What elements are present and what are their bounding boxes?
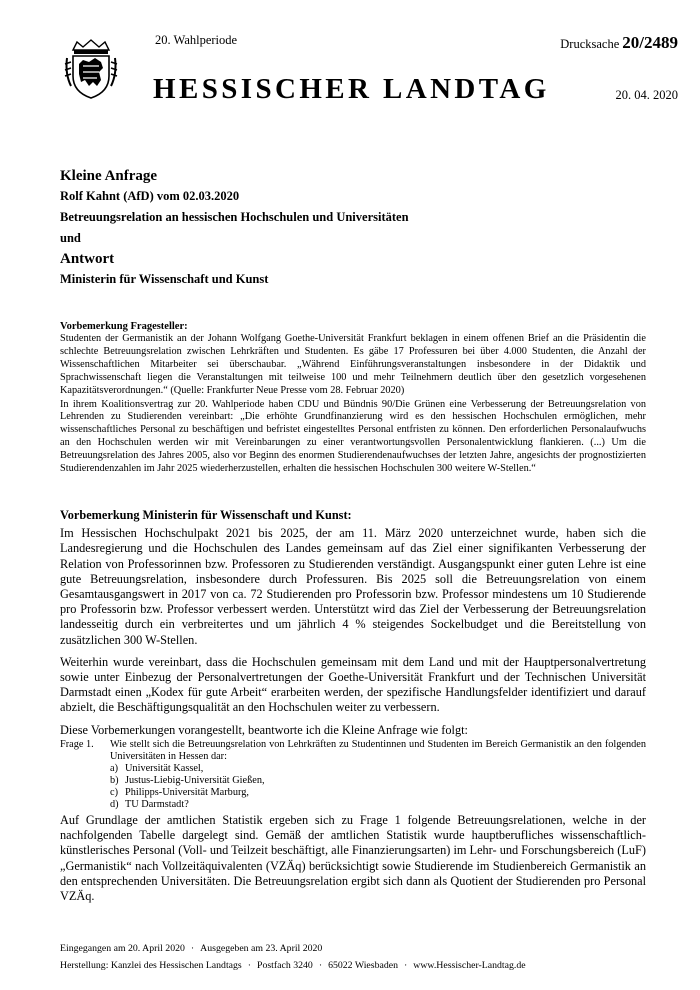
parliament-title: HESSISCHER LANDTAG: [153, 73, 550, 105]
list-item: [110, 775, 646, 787]
subject-line: Betreuungsrelation an hessischen Hochschulen und Universitäten: [60, 210, 409, 224]
website: www.Hessischer-Landtag.de: [413, 960, 526, 971]
issued-date: Ausgegeben am 23. April 2020: [200, 943, 323, 954]
footer-separator: ·: [318, 960, 323, 971]
received-date: Eingegangen am 20. April 2020: [60, 943, 185, 954]
questioner-preface-paragraph: In ihrem Koalitionsvertrag zur 20. Wahlperiode haben CDU und Bündnis 90/Die Grünen eine Verbesserung der Betreuungsrelation von Lehrenden zu Studierenden vereinbart: „Die erhöhte Grundfinanzierung wird es den hessischen Hochschulen ermöglichen, mehr wissenschaftliches Personal zu beschäftigen und befristet eingestelltes Personal entfristen zu können. Den erforderlichen Personalaufwuchs an den Hochschulen werden wir mit Vereinbarungen zu einer verantwortungsvollen Personalentwicklung flankieren. (...) Um die Betreuungsrelation des Jahres 2005, also vor Beginn des enormen Studierendenaufwuchses der letzten Jahre, angesichts der prognostizierten Studierendenzahlen im Jahr 2025 wiederherzustellen, erhalten die hessischen Hochschulen 300 weitere W-Stellen.“: [60, 398, 646, 475]
printed-matter-label: Drucksache: [560, 37, 620, 51]
question-text: Wie stellt sich die Betreuungsrelation von Lehrkräften zu Studentinnen und Studenten im Bereich Germanistik an den folgenden Universitäten in Hessen dar:: [110, 739, 646, 762]
footer-line-dates: [60, 940, 660, 957]
question-1: [60, 739, 646, 811]
list-item: [110, 763, 646, 775]
footer-separator: ·: [190, 943, 195, 954]
postbox: Postfach 3240: [257, 960, 313, 971]
question-label: Frage 1.: [60, 739, 94, 750]
ministry-line: Ministerin für Wissenschaft und Kunst: [60, 272, 269, 286]
ministry-preface-paragraph: Diese Vorbemerkungen vorangestellt, beantworte ich die Kleine Anfrage wie folgt:: [60, 722, 468, 737]
document-type: Kleine Anfrage: [60, 168, 158, 184]
legislative-period: 20. Wahlperiode: [155, 33, 238, 47]
author-line: Rolf Kahnt (AfD) vom 02.03.2020: [60, 189, 240, 203]
footer-separator: ·: [247, 960, 252, 971]
ministry-preface-paragraph: Im Hessischen Hochschulpakt 2021 bis 2025, der am 11. März 2020 unterzeichnet wurde, haben sich die Landesregierung und die Hochschulen des Landes gemeinsam auf das Ziel einer signifikanten Verbesserung der Relation von Professorinnen bzw. Professoren zu Studierenden verständigt. Ausgangspunkt einer guten Lehre ist eine gute Betreuungsrelation, insbesondere durch Professuren. Bis 2025 soll die Betreuungsrelation von einem Gesamtausgangswert in 2017 von ca. 72 Studierenden pro Professorin bzw. Professor mindestens um 10 Studierende pro Professorin bzw. Professor verbessert werden. Unterstützt wird das Ziel der Verbesserung der Betreuungsrelation landesseitig durch ein verbreitertes und um jährlich 4 % steigendes Sockelbudget und die Bereitstellung von zusätzlichen 300 W-Stellen.: [60, 526, 646, 647]
questioner-preface-paragraph: Studenten der Germanistik an der Johann Wolfgang Goethe-Universität Frankfurt beklagen in einem offenen Brief an die Präsidentin die schlechte Betreuungsrelation zwischen Lehrkräften und Studenten. Es gäbe 17 Professuren bei über 4.000 Studenten, die Anzahl der Wissenschaftlichen Mitarbeiter sei überschaubar. „Während Einführungsveranstaltungen insbesondere in der Didaktik und Sprachwissenschaft liegen die Veranstaltungen mit teilweise 100 und mehr Teilnehmern deutlich über den gesetzlich vorgesehenen Kapazitätsverordnungen.“ (Quelle: Frankfurter Neue Presse vom 28. Februar 2020): [60, 333, 646, 396]
hessen-coat-of-arms-icon: [63, 38, 119, 100]
list-item-text: Universität Kassel,: [125, 763, 204, 774]
list-item-letter: c): [110, 787, 118, 798]
questioner-preface-heading: Vorbemerkung Fragesteller:: [60, 321, 188, 332]
ministry-preface-paragraph: Weiterhin wurde vereinbart, dass die Hochschulen gemeinsam mit dem Land und mit der Hauptpersonalvertretung sowie unter Einbezug der Personalvertretungen der Goethe-Universität Frankfurt und der Technischen Universität Darmstadt einen „Kodex für gute Arbeit“ erarbeiten werden, der spezifische Handlungsfelder identifiziert und darauf abzielt, die Beschäftigungsqualität an den Hochschulen weiter zu verbessern.: [60, 654, 646, 715]
list-item: [110, 787, 646, 799]
answer-paragraph: Auf Grundlage der amtlichen Statistik ergeben sich zu Frage 1 folgende Betreuungsrelationen, welche in der nachfolgenden Tabelle dargelegt sind. Gemäß der amtlichen Statistik wurde hauptberufliches wissenschaftlich-künstlerisches Personal (Voll- und Teilzeit beschäftigt, alle Finanzierungsarten) im Lehr- und Forschungsbereich (LuF) „Germanistik“ nach Vollzeitäquivalenten (VZÄq) berücksichtigt sowie Studierende im Studienbereich Germanistik an den entsprechenden Universitäten. Die Betreuungsrelation ergibt sich dann als Quotient der Studierenden pro Personal VZÄq.: [60, 813, 646, 904]
printed-matter-value: 20/2489: [622, 33, 678, 52]
ministry-preface: [60, 508, 646, 745]
questioner-preface: [60, 320, 646, 477]
footer: [60, 940, 660, 974]
title-block: [60, 166, 660, 290]
city: 65022 Wiesbaden: [328, 960, 398, 971]
document-date: 20. 04. 2020: [615, 88, 678, 102]
list-item-letter: b): [110, 775, 119, 786]
footer-line-production: [60, 957, 660, 974]
production-note: Herstellung: Kanzlei des Hessischen Landtags: [60, 960, 242, 971]
list-item-text: Philipps-Universität Marburg,: [125, 787, 249, 798]
list-item-letter: d): [110, 799, 119, 810]
printed-matter-number: [560, 33, 678, 53]
list-item-text: Justus-Liebig-Universität Gießen,: [125, 775, 265, 786]
footer-separator: ·: [403, 960, 408, 971]
ministry-preface-heading: Vorbemerkung Ministerin für Wissenschaft und Kunst:: [60, 508, 352, 522]
list-item: [110, 799, 646, 811]
answer-heading: Antwort: [60, 251, 115, 267]
university-list: [110, 763, 646, 811]
and-line: und: [60, 231, 81, 245]
list-item-text: TU Darmstadt?: [125, 799, 189, 810]
list-item-letter: a): [110, 763, 118, 774]
